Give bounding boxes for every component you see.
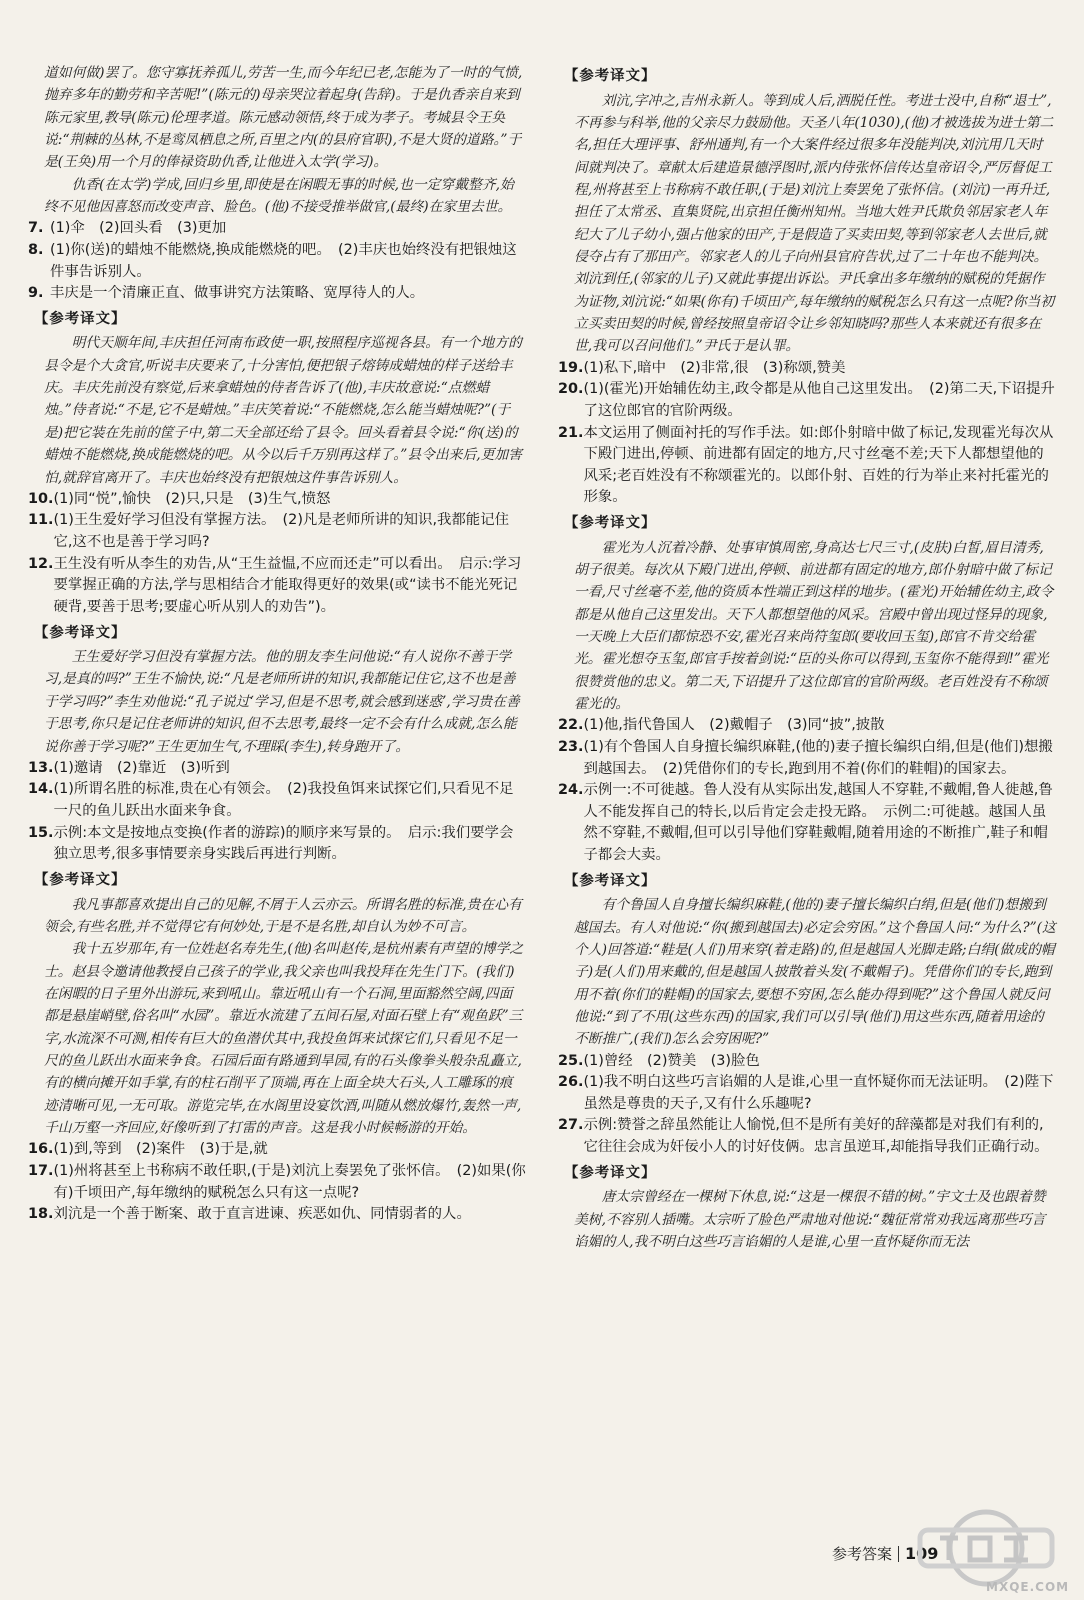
answer-number: 12.	[28, 555, 54, 572]
answer-item	[558, 1051, 1056, 1073]
answer-text: 王生没有听从李生的劝告,从“王生益愠,不应而还走”可以看出。 启示:学习要掌握正确的方法,学与思相结合才能取得更好的效果(或“读书不能光死记硬背,要善于思考;要虚心听从别人的劝告”)。	[53, 555, 522, 615]
translation-heading: 【参考译文】	[34, 624, 127, 641]
answer-item	[558, 358, 1056, 380]
answer-number: 11.	[28, 512, 54, 529]
translation-paragraph: 我凡事都喜欢提出自己的见解,不屑于人云亦云。所谓名胜的标准,贵在心有领会,有些名胜,并不觉得它有何妙处,于是不是名胜,却自认为妙不可言。	[44, 896, 522, 935]
answer-item	[558, 1115, 1056, 1158]
answer-number: 8.	[28, 242, 44, 259]
answer-item	[28, 1161, 526, 1204]
answer-item	[558, 379, 1056, 422]
answer-text: (1)邀请 (2)靠近 (3)听到	[53, 759, 230, 776]
translation-heading: 【参考译文】	[34, 871, 127, 888]
answer-text: 示例一:不可徙越。鲁人没有从实际出发,越国人不穿鞋,不戴帽,鲁人徙越,鲁人不能发挥自己的特长,以后肯定会走投无路。 示例二:可徙越。越国人虽然不穿鞋,不戴帽,但可以引导他们穿鞋戴帽,随着用途的不断推广,鞋子和帽子都会大卖。	[583, 782, 1053, 864]
answer-number: 14.	[28, 781, 54, 798]
answer-number: 23.	[558, 738, 584, 755]
answer-item	[558, 715, 1056, 737]
answer-text: (1)伞 (2)回头看 (3)更加	[50, 220, 227, 237]
answer-item	[28, 283, 526, 305]
translation-paragraph: 刘沆,字冲之,吉州永新人。等到成人后,洒脱任性。考进士没中,自称“退士”,不再参与科举,他的父亲尽力鼓励他。天圣八年(1030),(他)才被选拔为进士第二名,担任大理评事、舒州通判,有一个大案件经过很多年没能判决,刘沆用几天时间就判决了。章献太后建造景德浮图时,派内侍张怀信传达皇帝诏令,严厉督促工程,州将甚至上书称病不敢任职,(于是)刘沆上奏罢免了张怀信。(刘沆)一再升迁,担任了太常丞、直集贤院,出京担任衡州知州。当地大姓尹氏欺负邻居家老人年纪大了儿子幼小,强占他家的田产,于是假造了买卖田契,等到邻家老人去世后,就侵夺占有了那田产。邻家老人的儿子向州县官府告状,过了二十年也不能判决。刘沆到任,(邻家的儿子)又就此事提出诉讼。尹氏拿出多年缴纳的赋税的凭据作为证物,刘沆说:“如果(你有)千顷田产,每年缴纳的赋税怎么只有这一点呢?你当初立买卖田契的时候,曾经按照皇帝诏令让乡邻知晓吗?那些人本来就还有很多在世,我可以召问他们。”尹氏于是认罪。	[574, 92, 1055, 355]
answer-item	[28, 1204, 526, 1226]
answer-text: (1)到,等到 (2)案件 (3)于是,就	[53, 1141, 268, 1158]
answer-number: 9.	[28, 285, 44, 302]
answer-number: 13.	[28, 759, 54, 776]
answer-text: (1)你(送)的蜡烛不能燃烧,换成能燃烧的吧。 (2)丰庆也始终没有把银烛这件事告诉别人。	[50, 242, 517, 280]
answer-number: 18.	[28, 1206, 54, 1223]
answer-item	[28, 554, 526, 619]
answer-number: 26.	[558, 1074, 584, 1091]
answer-text: (1)王生爱好学习但没有掌握方法。 (2)凡是老师所讲的知识,我都能记住它,这不也是善于学习吗?	[53, 512, 509, 551]
left-column	[28, 62, 526, 1226]
translation-paragraph: 仇香(在太学)学成,回归乡里,即使是在闲暇无事的时候,也一定穿戴整齐,始终不见他因喜怒而改变声音、脸色。(他)不接受推举做官,(最终)在家里去世。	[44, 176, 514, 216]
answer-text: (1)所谓名胜的标准,贵在心有领会。 (2)我投鱼饵来试探它们,只看见不足一尺的鱼儿跃出水面来争食。	[53, 781, 514, 820]
answer-number: 15.	[28, 824, 54, 841]
translation-heading: 【参考译文】	[564, 515, 657, 531]
answer-text: 丰庆是一个清廉正直、做事讲究方法策略、宽厚待人的人。	[50, 285, 425, 302]
answer-text: 本文运用了侧面衬托的写作手法。如:郎仆射暗中做了标记,发现霍光每次从下殿门进出,停顿、前进都有固定的地方,尺寸丝毫不差;天下人都想望他的风采;老百姓没有不称颂霍光的。以郎仆射、百姓的行为举止来衬托霍光的形象。	[583, 424, 1054, 506]
answer-item	[28, 240, 526, 283]
translation-paragraph: 我十五岁那年,有一位姓赵名寿先生,(他)名叫赵传,是杭州素有声望的博学之士。赵县令邀请他教授自己孩子的学业,我父亲也叫我投拜在先生门下。(我们)在闲暇的日子里外出游玩,来到吼山。靠近吼山有一个石洞,里面豁然空阔,四面都是悬崖峭壁,俗名叫“水园”。靠近水流建了五间石屋,对面石壁上有“观鱼跃”三字,水流深不可测,相传有巨大的鱼潜伏其中,我投鱼饵来试探它们,只看见不足一尺的鱼儿跃出水面来争食。石园后面有路通到旱园,有的石头像拳头般杂乱矗立,有的横向摊开如手掌,有的柱石削平了顶端,再在上面全块大石头,人工雕琢的痕迹清晰可见,一无可取。游览完毕,在水阁里设宴饮酒,叫随从燃放爆竹,轰然一声,千山万壑一齐回应,好像听到了打雷的声音。这是我小时候畅游的开始。	[44, 941, 524, 1136]
translation-heading: 【参考译文】	[34, 310, 127, 327]
answer-text: 示例:赞誉之辞虽然能让人愉悦,但不是所有美好的辞藻都是对我们有利的,它往往会成为奸佞小人的讨好伎俩。忠言虽逆耳,却能指导我们正确行动。	[583, 1117, 1049, 1156]
answer-text: (1)私下,暗中 (2)非常,很 (3)称颂,赞美	[583, 359, 846, 376]
answer-number: 27.	[558, 1117, 584, 1134]
watermark-logo-icon	[900, 1508, 1072, 1588]
answer-number: 7.	[28, 220, 44, 237]
answer-text: (1)(霍光)开始辅佐幼主,政令都是从他自己这里发出。 (2)第二天,下诏提升了这位郎官的官阶两级。	[583, 381, 1055, 419]
answer-item	[28, 510, 526, 553]
translation-paragraph: 明代天顺年间,丰庆担任河南布政使一职,按照程序巡视各县。有一个地方的县令是个大贪官,听说丰庆要来了,十分害怕,便把银子熔铸成蜡烛的样子送给丰庆。丰庆先前没有察觉,后来拿蜡烛的侍者告诉了(他),丰庆故意说:“点燃蜡烛。”侍者说:“不是,它不是蜡烛。”丰庆笑着说:“不能燃烧,怎么能当蜡烛呢?”(于是)把它装在先前的筐子中,第二天全部还给了县令。回头看着县令说:“你(送)的蜡烛不能燃烧,换成能燃烧的吧。从今以后千万别再这样了。”县令出来后,更加害怕,就辞官离开了。丰庆也始终没有把银烛这件事告诉别人。	[44, 335, 523, 486]
answer-item	[558, 737, 1056, 780]
answer-text: (1)州将甚至上书称病不敢任职,(于是)刘沆上奏罢免了张怀信。 (2)如果(你有)千顷田产,每年缴纳的赋税怎么只有这一点呢?	[53, 1162, 526, 1201]
answer-item	[28, 779, 526, 822]
translation-paragraph: 霍光为人沉着冷静、处事审慎周密,身高达七尺三寸,(皮肤)白皙,眉目清秀,胡子很美。每次从下殿门进出,停顿、前进都有固定的地方,郎仆射暗中做了标记一看,尺寸丝毫不差,他的资质本性端正到这样的地步。(霍光)开始辅佐幼主,政令都是从他自己这里发出。天下人都想望他的风采。宫殿中曾出现过怪异的现象,一天晚上大臣们都惊恐不安,霍光召来尚符玺郎(要收回玉玺),郎官不肯交给霍光。霍光想夺玉玺,郎官手按着剑说:“臣的头你可以得到,玉玺你不能得到!”霍光很赞赏他的忠义。第二天,下诏提升了这位郎官的官阶两级。老百姓没有不称颂霍光的。	[574, 539, 1054, 713]
answer-text: (1)他,指代鲁国人 (2)戴帽子 (3)同“披”,披散	[583, 717, 885, 734]
translation-paragraph: 王生爱好学习但没有掌握方法。他的朋友李生问他说:“有人说你不善于学习,是真的吗?”王生不愉快,说:“凡是老师所讲的知识,我都能记住它,这不也是善于学习吗?”李生劝他说:“孔子说过‘学习,但是不思考,就会感到迷惑’,学习贵在善于思考,你只是记住老师讲的知识,但不去思考,最终一定不会有什么成就,怎么能说你善于学习呢?”王生更加生气,不理睬(李生),转身跑开了。	[44, 649, 520, 755]
answer-number: 25.	[558, 1052, 584, 1069]
answer-number: 17.	[28, 1162, 54, 1179]
answer-text: (1)同“悦”,愉快 (2)只,只是 (3)生气,愤怒	[53, 490, 331, 507]
right-column	[558, 62, 1056, 1253]
translation-paragraph: 有个鲁国人自身擅长编织麻鞋,(他的)妻子擅长编织白绢,但是(他们)想搬到越国去。有人对他说:“你(搬到越国去)必定会穷困。”这个鲁国人问:“为什么?”(这个人)回答道:“鞋是(人们)用来穿(着走路)的,但是越国人光脚走路;白绢(做成的帽子)是(人们)用来戴的,但是越国人披散着头发(不戴帽子)。凭借你们的专长,跑到用不着(你们的鞋帽)的国家去,要想不穷困,怎么能办得到呢?”这个鲁国人就反问他说:“到了不用(这些东西)的国家,我们可以引导(他们)用这些东西,随着用途的不断推广,(我们)怎么会穷困呢?”	[574, 897, 1056, 1048]
translation-heading: 【参考译文】	[564, 68, 657, 84]
answer-item	[28, 1139, 526, 1161]
translation-paragraph: 道如何做)罢了。您守寡抚养孤儿,劳苦一生,而今年纪已老,怎能为了一时的气愤,抛弃多年的勤劳和辛苦呢!”(陈元的)母亲哭泣着起身(告辞)。于是仇香亲自来到陈元家里,教导(陈元)伦理孝道。陈元感动领悟,终于成为孝子。考城县令王奂说:“荆棘的丛林,不是鸾凤栖息之所,百里之内(的县府官职),不是大贤的道路。”于是(王奂)用一个月的俸禄资助仇香,让他进入太学(学习)。	[44, 65, 523, 171]
watermark-text: MXQE.COM	[986, 1580, 1070, 1594]
translation-heading: 【参考译文】	[564, 1164, 657, 1181]
translation-paragraph: 唐太宗曾经在一棵树下休息,说:“这是一棵很不错的树。”宇文士及也跟着赞美树,不容别人插嘴。太宗听了脸色严肃地对他说:“魏征常常劝我远离那些巧言谄媚的人,我不明白这些巧言谄媚的人是谁,心里一直怀疑你而无法	[574, 1189, 1046, 1250]
answer-item	[558, 780, 1056, 866]
page-number: 109	[905, 1544, 939, 1563]
footer-divider	[898, 1546, 899, 1562]
answer-item	[28, 218, 526, 240]
answer-item	[28, 758, 526, 780]
answer-text: (1)有个鲁国人自身擅长编织麻鞋,(他的)妻子擅长编织白绢,但是(他们)想搬到越国去。 (2)凭借你们的专长,跑到用不着(你们的鞋帽)的国家去。	[583, 738, 1053, 777]
answer-number: 24.	[558, 782, 584, 799]
answer-text: (1)我不明白这些巧言谄媚的人是谁,心里一直怀疑你而无法证明。 (2)陛下虽然是尊贵的天子,又有什么乐趣呢?	[583, 1074, 1054, 1112]
answer-number: 22.	[558, 717, 584, 734]
answer-item	[28, 823, 526, 866]
footer-label: 参考答案	[832, 1545, 893, 1563]
answer-text: (1)曾经 (2)赞美 (3)脸色	[583, 1052, 760, 1069]
answer-number: 10.	[28, 490, 54, 507]
answer-number: 20.	[558, 381, 584, 398]
answer-item	[558, 1072, 1056, 1115]
answer-number: 21.	[558, 424, 584, 441]
answer-number: 16.	[28, 1141, 54, 1158]
translation-heading: 【参考译文】	[564, 872, 657, 889]
answer-item	[28, 489, 526, 511]
answer-number: 19.	[558, 359, 584, 376]
answer-text: 示例:本文是按地点变换(作者的游踪)的顺序来写景的。 启示:我们要学会独立思考,很多事情要亲身实践后再进行判断。	[53, 824, 514, 863]
answer-item	[558, 423, 1056, 509]
answer-text: 刘沆是一个善于断案、敢于直言进谏、疾恶如仇、同情弱者的人。	[53, 1206, 471, 1223]
